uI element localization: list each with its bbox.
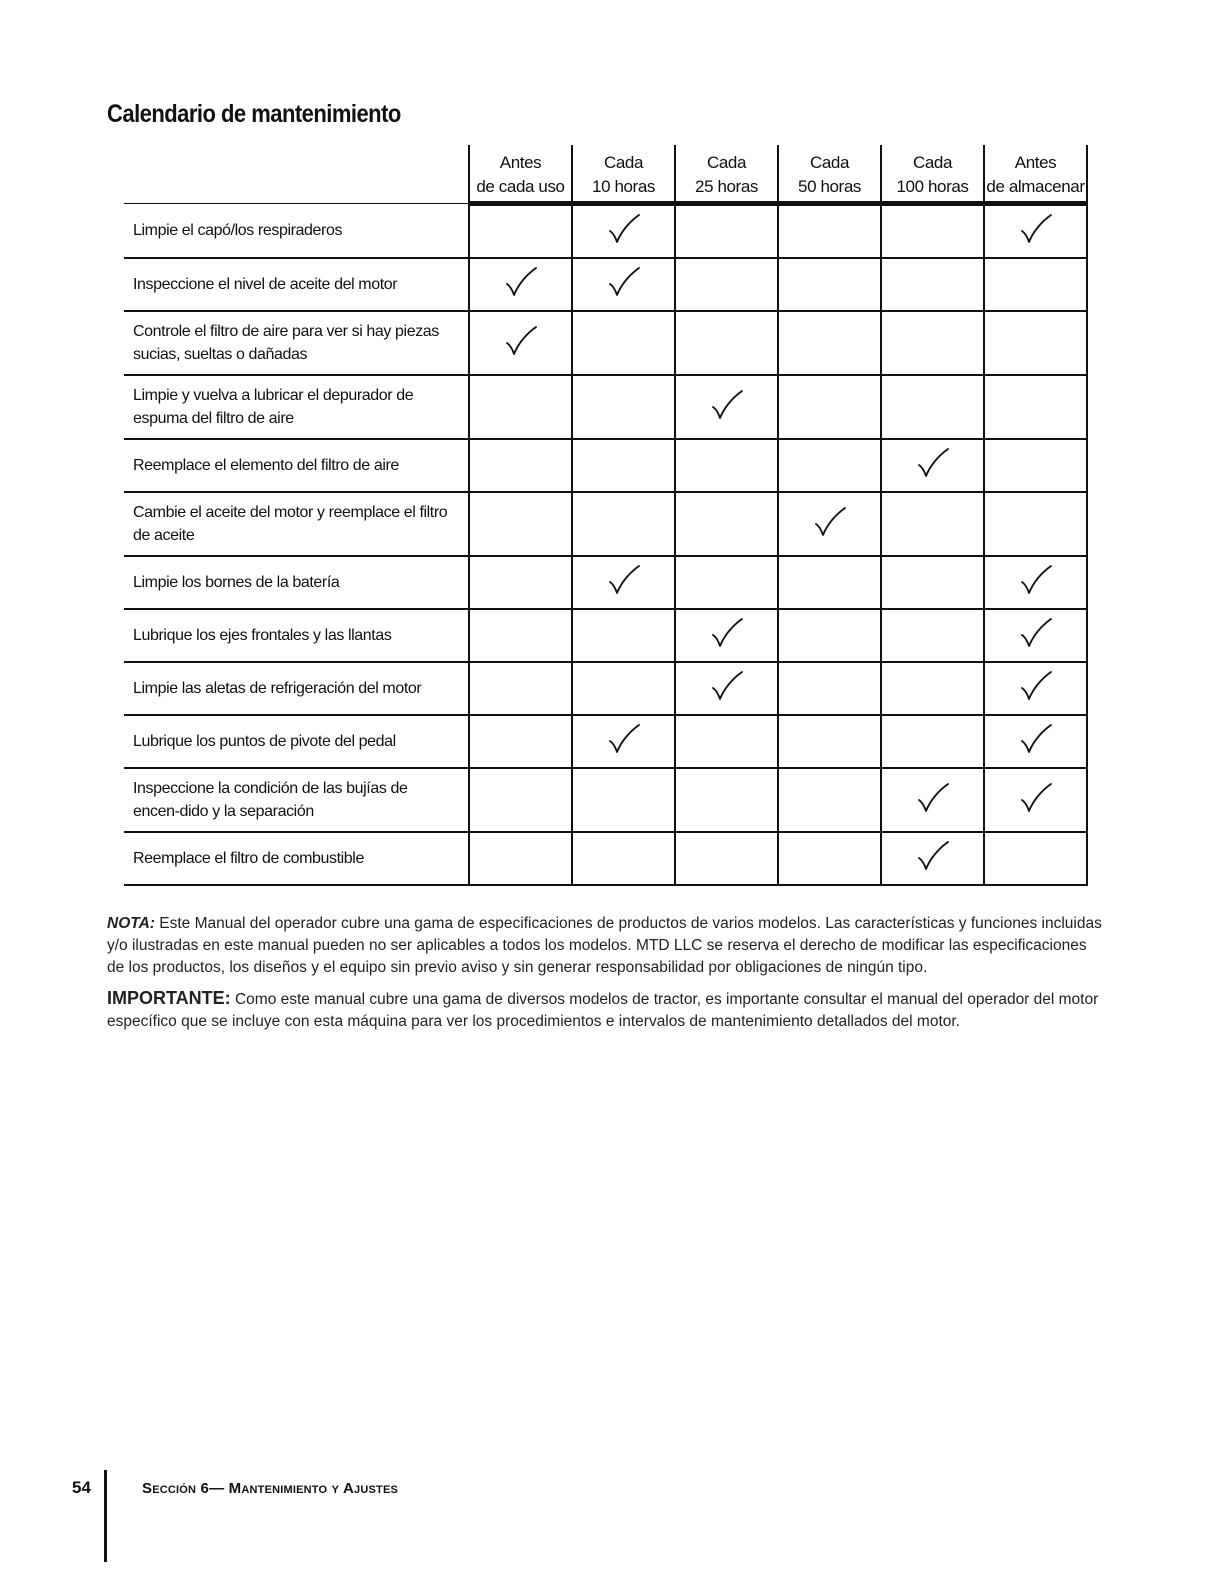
maintenance-schedule-table bbox=[124, 145, 1088, 886]
schedule-cell bbox=[778, 311, 881, 375]
checkmark-icon bbox=[710, 388, 744, 422]
schedule-cell bbox=[984, 768, 1087, 832]
checkmark-icon bbox=[504, 265, 538, 299]
task-label: Cambie el aceite del motor y reemplace el filtro de aceite bbox=[124, 492, 469, 556]
column-header: Cada 50 horas bbox=[778, 145, 881, 204]
schedule-cell bbox=[675, 662, 778, 715]
schedule-cell bbox=[881, 715, 984, 768]
schedule-cell bbox=[778, 768, 881, 832]
schedule-cell bbox=[469, 556, 572, 609]
task-label: Lubrique los puntos de pivote del pedal bbox=[124, 715, 469, 768]
task-label: Lubrique los ejes frontales y las llantas bbox=[124, 609, 469, 662]
task-label: Inspeccione el nivel de aceite del motor bbox=[124, 258, 469, 311]
schedule-cell bbox=[778, 662, 881, 715]
task-label: Reemplace el elemento del filtro de aire bbox=[124, 439, 469, 492]
schedule-cell bbox=[675, 556, 778, 609]
checkmark-icon bbox=[607, 265, 641, 299]
schedule-cell bbox=[469, 492, 572, 556]
table-row bbox=[124, 556, 1087, 609]
schedule-cell bbox=[469, 662, 572, 715]
task-label: Limpie y vuelva a lubricar el depurador de espuma del filtro de aire bbox=[124, 375, 469, 439]
importante-text: Como este manual cubre una gama de diversos modelos de tractor, es importante consultar el manual del operador del motor específico que se incluye con esta máquina para ver los procedimientos e intervalos de mantenimiento detallados del motor. bbox=[107, 991, 1099, 1030]
schedule-cell bbox=[984, 204, 1087, 259]
schedule-cell bbox=[572, 311, 675, 375]
schedule-cell bbox=[469, 258, 572, 311]
footer-divider bbox=[104, 1470, 107, 1562]
schedule-cell bbox=[675, 832, 778, 885]
schedule-cell bbox=[881, 609, 984, 662]
schedule-cell bbox=[881, 662, 984, 715]
schedule-cell bbox=[675, 609, 778, 662]
schedule-cell bbox=[778, 492, 881, 556]
checkmark-icon bbox=[710, 669, 744, 703]
schedule-cell bbox=[572, 556, 675, 609]
checkmark-icon bbox=[607, 563, 641, 597]
schedule-cell bbox=[984, 832, 1087, 885]
schedule-cell bbox=[881, 832, 984, 885]
schedule-cell bbox=[572, 609, 675, 662]
nota-label: NOTA: bbox=[107, 915, 155, 932]
schedule-cell bbox=[881, 492, 984, 556]
schedule-cell bbox=[984, 556, 1087, 609]
schedule-cell bbox=[984, 715, 1087, 768]
table-row bbox=[124, 258, 1087, 311]
schedule-cell bbox=[778, 609, 881, 662]
schedule-cell bbox=[984, 311, 1087, 375]
schedule-cell bbox=[572, 832, 675, 885]
notes-section bbox=[107, 913, 1107, 1041]
schedule-cell bbox=[572, 768, 675, 832]
importante-paragraph bbox=[107, 987, 1107, 1033]
schedule-cell bbox=[572, 715, 675, 768]
schedule-cell bbox=[469, 311, 572, 375]
column-header: Antes de cada uso bbox=[469, 145, 572, 204]
column-header: Cada 100 horas bbox=[881, 145, 984, 204]
checkmark-icon bbox=[1019, 616, 1053, 650]
schedule-cell bbox=[984, 662, 1087, 715]
table-header-row bbox=[124, 145, 1087, 204]
schedule-cell bbox=[984, 609, 1087, 662]
schedule-cell bbox=[469, 768, 572, 832]
checkmark-icon bbox=[813, 505, 847, 539]
task-label: Inspeccione la condición de las bujías de encen-dido y la separación bbox=[124, 768, 469, 832]
schedule-cell bbox=[675, 715, 778, 768]
page-number: 54 bbox=[72, 1478, 91, 1497]
schedule-cell bbox=[469, 832, 572, 885]
checkmark-icon bbox=[710, 616, 744, 650]
checkmark-icon bbox=[916, 781, 950, 815]
schedule-cell bbox=[881, 311, 984, 375]
table-row bbox=[124, 832, 1087, 885]
checkmark-icon bbox=[1019, 781, 1053, 815]
schedule-cell bbox=[675, 258, 778, 311]
schedule-cell bbox=[469, 375, 572, 439]
schedule-cell bbox=[778, 832, 881, 885]
task-label: Limpie el capó/los respiraderos bbox=[124, 204, 469, 259]
schedule-cell bbox=[469, 609, 572, 662]
task-label: Limpie los bornes de la batería bbox=[124, 556, 469, 609]
table-row bbox=[124, 492, 1087, 556]
schedule-cell bbox=[984, 492, 1087, 556]
schedule-cell bbox=[572, 375, 675, 439]
schedule-cell bbox=[778, 258, 881, 311]
checkmark-icon bbox=[607, 212, 641, 246]
schedule-cell bbox=[984, 439, 1087, 492]
schedule-cell bbox=[984, 258, 1087, 311]
column-header: Cada 25 horas bbox=[675, 145, 778, 204]
schedule-cell bbox=[572, 662, 675, 715]
checkmark-icon bbox=[1019, 212, 1053, 246]
checkmark-icon bbox=[607, 722, 641, 756]
checkmark-icon bbox=[1019, 722, 1053, 756]
task-label: Controle el filtro de aire para ver si hay piezas sucias, sueltas o dañadas bbox=[124, 311, 469, 375]
schedule-cell bbox=[469, 439, 572, 492]
importante-label: IMPORTANTE: bbox=[107, 988, 231, 1008]
nota-text: Este Manual del operador cubre una gama de especificaciones de productos de varios modelos. Las características y funciones incluidas y/o ilustradas en este manual pueden no ser aplicables a todos los modelos. MTD LLC se reserva el derecho de modificar las especificaciones de los productos, los diseños y el equipo sin previo aviso y sin generar responsabilidad por obligaciones de ningún tipo. bbox=[107, 915, 1102, 976]
schedule-cell bbox=[469, 204, 572, 259]
schedule-cell bbox=[572, 258, 675, 311]
nota-paragraph bbox=[107, 913, 1107, 979]
schedule-cell bbox=[778, 715, 881, 768]
table-row bbox=[124, 715, 1087, 768]
schedule-cell bbox=[881, 439, 984, 492]
table-row bbox=[124, 311, 1087, 375]
table-row bbox=[124, 204, 1087, 259]
table-row bbox=[124, 662, 1087, 715]
schedule-cell bbox=[881, 768, 984, 832]
schedule-cell bbox=[675, 375, 778, 439]
schedule-cell bbox=[881, 375, 984, 439]
schedule-cell bbox=[881, 204, 984, 259]
schedule-cell bbox=[572, 204, 675, 259]
table-row bbox=[124, 609, 1087, 662]
checkmark-icon bbox=[504, 324, 538, 358]
task-label: Limpie las aletas de refrigeración del motor bbox=[124, 662, 469, 715]
footer-section-title: Sección 6— Mantenimiento y Ajustes bbox=[142, 1480, 399, 1497]
column-header: Antes de almacenar bbox=[984, 145, 1087, 204]
checkmark-icon bbox=[1019, 669, 1053, 703]
schedule-cell bbox=[778, 556, 881, 609]
schedule-cell bbox=[778, 439, 881, 492]
schedule-cell bbox=[778, 204, 881, 259]
schedule-cell bbox=[881, 556, 984, 609]
page-title: Calendario de mantenimiento bbox=[107, 100, 401, 128]
schedule-cell bbox=[881, 258, 984, 311]
table-row bbox=[124, 439, 1087, 492]
checkmark-icon bbox=[916, 839, 950, 873]
schedule-cell bbox=[778, 375, 881, 439]
column-header: Cada 10 horas bbox=[572, 145, 675, 204]
header-blank-cell bbox=[124, 145, 469, 204]
schedule-cell bbox=[572, 492, 675, 556]
schedule-cell bbox=[469, 715, 572, 768]
schedule-cell bbox=[572, 439, 675, 492]
schedule-cell bbox=[984, 375, 1087, 439]
checkmark-icon bbox=[1019, 563, 1053, 597]
schedule-cell bbox=[675, 311, 778, 375]
schedule-cell bbox=[675, 439, 778, 492]
checkmark-icon bbox=[916, 446, 950, 480]
task-label: Reemplace el filtro de combustible bbox=[124, 832, 469, 885]
schedule-cell bbox=[675, 768, 778, 832]
schedule-cell bbox=[675, 204, 778, 259]
table-body bbox=[124, 204, 1087, 886]
table-row bbox=[124, 375, 1087, 439]
schedule-cell bbox=[675, 492, 778, 556]
table-row bbox=[124, 768, 1087, 832]
